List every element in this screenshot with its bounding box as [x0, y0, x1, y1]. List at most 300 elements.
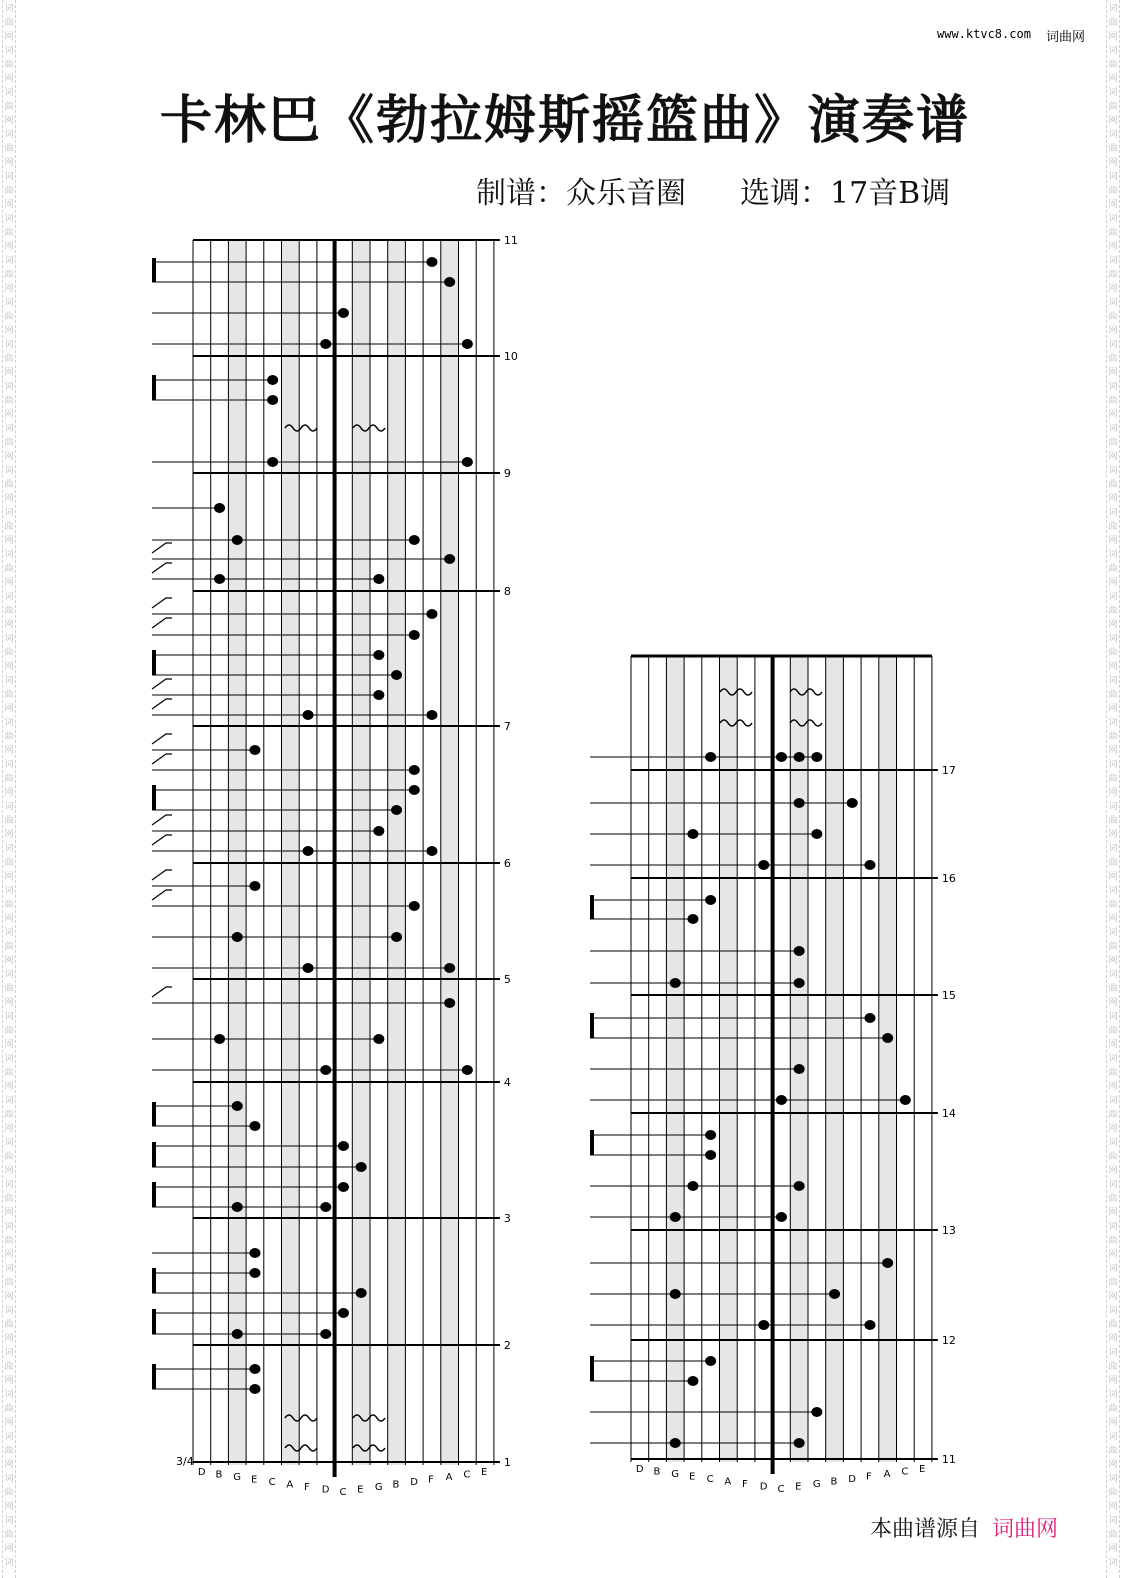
watermark-char: 曲	[4, 1278, 14, 1288]
right-score-note	[900, 1095, 911, 1105]
watermark-char: 曲	[4, 1446, 14, 1456]
left-score-note	[444, 277, 455, 287]
watermark-char: 网	[4, 494, 14, 504]
watermark-char: 曲	[1108, 564, 1118, 574]
left-score-tine-label: E	[357, 1484, 364, 1496]
watermark-char: 曲	[1108, 144, 1118, 154]
right-score-measure-number: 17	[941, 764, 956, 777]
watermark-char: 曲	[4, 1488, 14, 1498]
watermark-char: 网	[4, 1418, 14, 1428]
watermark-char: 曲	[1108, 1152, 1118, 1162]
watermark-char: 网	[4, 1040, 14, 1050]
watermark-char: 网	[4, 1502, 14, 1512]
right-score-tine-shade	[666, 656, 684, 1462]
watermark-char: 词	[1108, 1180, 1118, 1190]
watermark-char: 曲	[4, 564, 14, 574]
watermark-char: 网	[1108, 74, 1118, 84]
right-score-tine-label: E	[795, 1481, 802, 1493]
left-score-tine-shade	[228, 240, 246, 1465]
watermark-char: 词	[1108, 1348, 1118, 1358]
watermark-char: 词	[1108, 886, 1118, 896]
left-score-note	[320, 1065, 331, 1075]
right-score-note	[811, 1407, 822, 1417]
watermark-char: 网	[1108, 1460, 1118, 1470]
left-score-note	[426, 710, 437, 720]
watermark-char: 网	[1108, 452, 1118, 462]
watermark-char: 曲	[1108, 984, 1118, 994]
left-score-note	[462, 1065, 473, 1075]
watermark-char: 词	[1108, 970, 1118, 980]
left-score-note	[267, 395, 278, 405]
right-score-tine-label: C	[706, 1474, 714, 1485]
watermark-char: 词	[1108, 1096, 1118, 1106]
watermark-char: 曲	[1108, 900, 1118, 910]
watermark-char: 曲	[4, 1404, 14, 1414]
site-name[interactable]: 词曲网	[1046, 30, 1086, 45]
watermark-char: 网	[4, 956, 14, 966]
watermark-char: 网	[4, 242, 14, 252]
left-score-note	[320, 1202, 331, 1212]
right-score-note	[864, 1013, 875, 1023]
watermark-char: 网	[1108, 914, 1118, 924]
watermark-char: 词	[1108, 1306, 1118, 1316]
left-score-measure-number: 5	[503, 973, 511, 986]
watermark-char: 曲	[4, 1068, 14, 1078]
watermark-char: 词	[1108, 592, 1118, 602]
right-score-tine-label: D	[759, 1481, 768, 1493]
watermark-char: 曲	[1108, 1320, 1118, 1330]
left-score-note	[232, 932, 243, 942]
watermark-char: 网	[1108, 326, 1118, 336]
watermark-char: 词	[1108, 88, 1118, 98]
left-score-note	[356, 1288, 367, 1298]
watermark-char: 词	[1108, 844, 1118, 854]
left-score-measure-number: 9	[503, 467, 511, 480]
right-score-measure-number: 16	[941, 872, 956, 885]
watermark-char: 曲	[4, 60, 14, 70]
key-label: 选调：17音B调	[740, 176, 951, 211]
right-score-note	[794, 1181, 805, 1191]
left-score-rhythm-bracket	[152, 375, 156, 400]
left-score-note	[426, 609, 437, 619]
watermark-char: 词	[4, 466, 14, 476]
watermark-char: 网	[4, 1250, 14, 1260]
watermark-char: 网	[1108, 620, 1118, 630]
watermark-char: 词	[1108, 172, 1118, 182]
right-score-note	[670, 1212, 681, 1222]
left-score-measure-number: 2	[503, 1339, 511, 1352]
left-score-note	[303, 963, 314, 973]
left-score-note	[409, 901, 420, 911]
watermark-char: 网	[1108, 1418, 1118, 1428]
left-score-measure-number: 1	[503, 1456, 511, 1469]
watermark-char: 网	[4, 1376, 14, 1386]
watermark-char: 网	[1108, 830, 1118, 840]
watermark-char: 词	[1108, 1390, 1118, 1400]
watermark-char: 网	[4, 1460, 14, 1470]
watermark-char: 词	[4, 1054, 14, 1064]
watermark-char: 词	[4, 214, 14, 224]
right-score-rhythm-bracket	[590, 895, 594, 919]
watermark-char: 网	[1108, 788, 1118, 798]
watermark-char: 曲	[1108, 1530, 1118, 1540]
left-score-measure-number: 11	[503, 234, 518, 247]
watermark-char: 网	[1108, 1250, 1118, 1260]
watermark-char: 曲	[1108, 1278, 1118, 1288]
watermark-char: 曲	[4, 942, 14, 952]
watermark-char: 网	[1108, 1292, 1118, 1302]
watermark-char: 曲	[4, 1026, 14, 1036]
watermark-char: 网	[4, 452, 14, 462]
right-score-tine-label: E	[919, 1464, 926, 1475]
watermark-char: 词	[1108, 1474, 1118, 1484]
watermark-char: 词	[4, 4, 14, 14]
left-score-tine-label: B	[215, 1469, 223, 1481]
left-score-note	[373, 650, 384, 660]
right-score-measure-number: 14	[941, 1107, 956, 1120]
right-score-tine-label: B	[653, 1466, 661, 1478]
watermark-char: 曲	[4, 18, 14, 28]
watermark-char: 词	[4, 1138, 14, 1148]
left-score-note	[338, 1182, 349, 1192]
right-score-rhythm-bracket	[590, 1130, 594, 1155]
left-score-tine-label: G	[233, 1472, 241, 1483]
right-score-tine-shade	[879, 656, 897, 1462]
watermark-char: 网	[1108, 1166, 1118, 1176]
left-score-note	[214, 1034, 225, 1044]
right-score-note	[882, 1258, 893, 1268]
left-score-rhythm-bracket	[152, 1309, 156, 1334]
left-score-rhythm-bracket	[152, 1268, 156, 1293]
right-score-tine-label: D	[635, 1464, 644, 1475]
watermark-char: 网	[1108, 998, 1118, 1008]
watermark-char: 网	[4, 1208, 14, 1218]
watermark-char: 网	[4, 1124, 14, 1134]
watermark-char: 曲	[4, 522, 14, 532]
left-score-note	[462, 457, 473, 467]
watermark-char: 词	[4, 1474, 14, 1484]
watermark-char: 曲	[4, 1236, 14, 1246]
watermark-char: 词	[4, 88, 14, 98]
right-score-note	[705, 895, 716, 905]
watermark-char: 网	[4, 74, 14, 84]
watermark-char: 网	[1108, 662, 1118, 672]
right-score-note	[864, 1320, 875, 1330]
footer-credit	[870, 1512, 1058, 1543]
watermark-char: 词	[1108, 1516, 1118, 1526]
watermark-char: 词	[4, 886, 14, 896]
watermark-char: 网	[1108, 704, 1118, 714]
site-url[interactable]: www.ktvc8.com	[937, 27, 1031, 41]
right-score-rhythm-bracket	[590, 1356, 594, 1381]
watermark-char: 词	[4, 1096, 14, 1106]
left-score-tine-label: C	[268, 1477, 276, 1488]
watermark-char: 网	[4, 1082, 14, 1092]
left-score-note	[444, 963, 455, 973]
watermark-char: 词	[4, 172, 14, 182]
footer-site-link[interactable]: 词曲网	[992, 1517, 1059, 1542]
left-score-note	[338, 1308, 349, 1318]
watermark-char: 词	[1108, 130, 1118, 140]
watermark-char: 网	[1108, 368, 1118, 378]
left-score-tine-label: A	[286, 1479, 294, 1491]
watermark-char: 曲	[1108, 1446, 1118, 1456]
left-score-note	[249, 745, 260, 755]
watermark-char: 网	[4, 1292, 14, 1302]
watermark-char: 曲	[1108, 396, 1118, 406]
right-score-note	[847, 798, 858, 808]
watermark-char: 词	[1108, 1264, 1118, 1274]
watermark-char: 曲	[4, 144, 14, 154]
watermark-char: 曲	[4, 1362, 14, 1372]
watermark-char: 曲	[1108, 312, 1118, 322]
watermark-char: 词	[4, 676, 14, 686]
watermark-char: 曲	[4, 1320, 14, 1330]
left-score-tine-label: E	[481, 1467, 488, 1478]
watermark-char: 词	[4, 1516, 14, 1526]
watermark-char: 网	[1108, 242, 1118, 252]
right-score-note	[864, 860, 875, 870]
left-score-note	[267, 457, 278, 467]
right-score-note	[776, 752, 787, 762]
watermark-char: 词	[1108, 46, 1118, 56]
watermark-char: 词	[4, 256, 14, 266]
watermark-char: 网	[1108, 536, 1118, 546]
watermark-char: 曲	[1108, 480, 1118, 490]
watermark-char: 曲	[4, 102, 14, 112]
left-score-note	[320, 1329, 331, 1339]
left-score-slash-mark	[152, 815, 172, 825]
watermark-char: 曲	[1108, 228, 1118, 238]
watermark-char: 词	[1108, 1138, 1118, 1148]
watermark-char: 曲	[1108, 648, 1118, 658]
watermark-char: 网	[1108, 200, 1118, 210]
watermark-char: 词	[1108, 298, 1118, 308]
right-score-tine-label: C	[777, 1484, 785, 1495]
right-score-measure-number: 12	[941, 1334, 956, 1347]
watermark-char: 曲	[1108, 690, 1118, 700]
watermark-char: 网	[1108, 494, 1118, 504]
right-score-note	[794, 798, 805, 808]
watermark-char: 网	[4, 830, 14, 840]
left-score-note	[444, 998, 455, 1008]
watermark-char: 网	[4, 872, 14, 882]
left-score-note	[338, 1141, 349, 1151]
left-score-measure-number: 4	[503, 1076, 511, 1089]
left-score-note	[249, 1268, 260, 1278]
left-score-note	[232, 1101, 243, 1111]
left-score-measure-number: 8	[503, 585, 511, 598]
watermark-char: 词	[4, 1180, 14, 1190]
right-score-note	[829, 1289, 840, 1299]
watermark-char: 网	[1108, 1334, 1118, 1344]
left-score-note	[391, 932, 402, 942]
watermark-char: 网	[1108, 578, 1118, 588]
left-score-tine-label: C	[339, 1487, 347, 1498]
right-score-note	[794, 946, 805, 956]
watermark-char: 曲	[1108, 1404, 1118, 1414]
left-score-slash-mark	[152, 543, 172, 553]
watermark-char: 曲	[4, 858, 14, 868]
left-score-measure-number: 6	[503, 857, 511, 870]
watermark-char: 词	[1108, 382, 1118, 392]
watermark-char: 词	[4, 928, 14, 938]
watermark-char: 曲	[4, 312, 14, 322]
watermark-char: 词	[4, 298, 14, 308]
watermark-char: 曲	[1108, 186, 1118, 196]
watermark-char: 曲	[4, 228, 14, 238]
right-score-note	[758, 860, 769, 870]
left-score-slash-mark	[152, 699, 172, 709]
left-score-slash-mark	[152, 754, 172, 764]
watermark-char: 词	[4, 424, 14, 434]
watermark-char: 词	[4, 46, 14, 56]
watermark-char: 曲	[1108, 858, 1118, 868]
left-score-tine-shade	[282, 240, 300, 1465]
watermark-char: 曲	[4, 984, 14, 994]
watermark-char: 网	[4, 284, 14, 294]
right-score-tine-label: D	[848, 1474, 856, 1485]
left-score-measure-number: 7	[503, 720, 511, 733]
left-score-note	[249, 1121, 260, 1131]
right-score-measure-number: 11	[941, 1453, 956, 1466]
watermark-char: 网	[4, 410, 14, 420]
left-score-note	[444, 554, 455, 564]
right-score-note	[687, 829, 698, 839]
watermark-char: 曲	[1108, 774, 1118, 784]
watermark-char: 曲	[4, 900, 14, 910]
watermark-char: 词	[1108, 718, 1118, 728]
watermark-char: 网	[1108, 956, 1118, 966]
footer-credit-label: 本曲谱源自	[870, 1517, 981, 1542]
left-score-tine-label: F	[427, 1474, 434, 1486]
right-score-note	[811, 752, 822, 762]
left-score-tine-shade	[441, 240, 459, 1465]
left-score-rhythm-bracket	[152, 1182, 156, 1207]
left-score-slash-mark	[152, 598, 172, 608]
left-score-note	[232, 1329, 243, 1339]
watermark-char: 曲	[1108, 270, 1118, 280]
watermark-char: 曲	[1108, 1110, 1118, 1120]
watermark-char: 网	[4, 704, 14, 714]
left-score-note	[409, 630, 420, 640]
watermark-char: 曲	[4, 1110, 14, 1120]
watermark-char: 网	[4, 116, 14, 126]
watermark-char: 网	[1108, 1502, 1118, 1512]
left-score-note	[249, 1384, 260, 1394]
watermark-char: 曲	[4, 690, 14, 700]
watermark-char: 词	[4, 634, 14, 644]
left-score-slash-mark	[152, 890, 172, 900]
watermark-char: 网	[1108, 1040, 1118, 1050]
watermark-char: 词	[1108, 676, 1118, 686]
right-score-note	[705, 752, 716, 762]
watermark-char: 词	[1108, 256, 1118, 266]
left-score-note	[356, 1162, 367, 1172]
watermark-char: 网	[4, 326, 14, 336]
right-score-note	[811, 829, 822, 839]
watermark-char: 曲	[4, 606, 14, 616]
watermark-char: 词	[4, 718, 14, 728]
left-score-tine-label: D	[321, 1484, 330, 1496]
watermark-char: 网	[1108, 158, 1118, 168]
watermark-char: 网	[4, 32, 14, 42]
watermark-char: 词	[1108, 214, 1118, 224]
left-score-note	[249, 1364, 260, 1374]
right-score-note	[687, 1181, 698, 1191]
left-score-slash-mark	[152, 679, 172, 689]
watermark-char: 曲	[4, 648, 14, 658]
right-score-tine-label: B	[830, 1476, 838, 1488]
watermark-char: 网	[4, 200, 14, 210]
watermark-char: 网	[1108, 746, 1118, 756]
left-score-tine-label: G	[374, 1482, 383, 1493]
watermark-char: 词	[1108, 1054, 1118, 1064]
right-score-note	[670, 978, 681, 988]
right-score-note	[794, 752, 805, 762]
left-score-note	[426, 846, 437, 856]
watermark-char: 词	[1108, 760, 1118, 770]
left-score-note	[303, 710, 314, 720]
watermark-char: 网	[1108, 1082, 1118, 1092]
watermark-char: 网	[1108, 32, 1118, 42]
watermark-char: 网	[4, 662, 14, 672]
watermark-char: 词	[1108, 1222, 1118, 1232]
watermark-char: 词	[1108, 1012, 1118, 1022]
right-score-note	[794, 1064, 805, 1074]
right-score-tine-label: G	[812, 1479, 821, 1490]
watermark-char: 曲	[1108, 732, 1118, 742]
watermark-char: 网	[4, 620, 14, 630]
watermark-char: 网	[4, 368, 14, 378]
left-score-note	[214, 574, 225, 584]
left-score-note	[391, 670, 402, 680]
left-score-note	[249, 881, 260, 891]
watermark-char: 网	[1108, 872, 1118, 882]
right-score-note	[758, 1320, 769, 1330]
right-score-rhythm-bracket	[590, 1013, 594, 1038]
watermark-char: 词	[1108, 802, 1118, 812]
left-score-note	[373, 574, 384, 584]
watermark-char: 网	[1108, 1376, 1118, 1386]
left-score-note	[373, 826, 384, 836]
watermark-char: 曲	[4, 816, 14, 826]
watermark-char: 词	[4, 130, 14, 140]
left-score-slash-mark	[152, 835, 172, 845]
left-score-note	[214, 503, 225, 513]
left-score-note	[267, 375, 278, 385]
watermark-char: 曲	[4, 1194, 14, 1204]
left-score-note	[232, 535, 243, 545]
left-score-note	[409, 535, 420, 545]
watermark-char: 网	[4, 536, 14, 546]
watermark-char: 曲	[1108, 60, 1118, 70]
left-score-slash-mark	[152, 734, 172, 744]
left-score-note	[409, 785, 420, 795]
left-score-measure-number: 3	[503, 1212, 511, 1225]
watermark-char: 词	[4, 382, 14, 392]
watermark-char: 词	[4, 760, 14, 770]
watermark-char: 词	[1108, 508, 1118, 518]
watermark-char: 曲	[1108, 606, 1118, 616]
watermark-char: 曲	[4, 438, 14, 448]
left-score-slash-mark	[152, 870, 172, 880]
watermark-char: 曲	[4, 480, 14, 490]
watermark-char: 曲	[4, 732, 14, 742]
watermark-char: 词	[4, 508, 14, 518]
watermark-char: 词	[4, 1348, 14, 1358]
arranger-label: 制谱：众乐音圈	[476, 176, 686, 211]
